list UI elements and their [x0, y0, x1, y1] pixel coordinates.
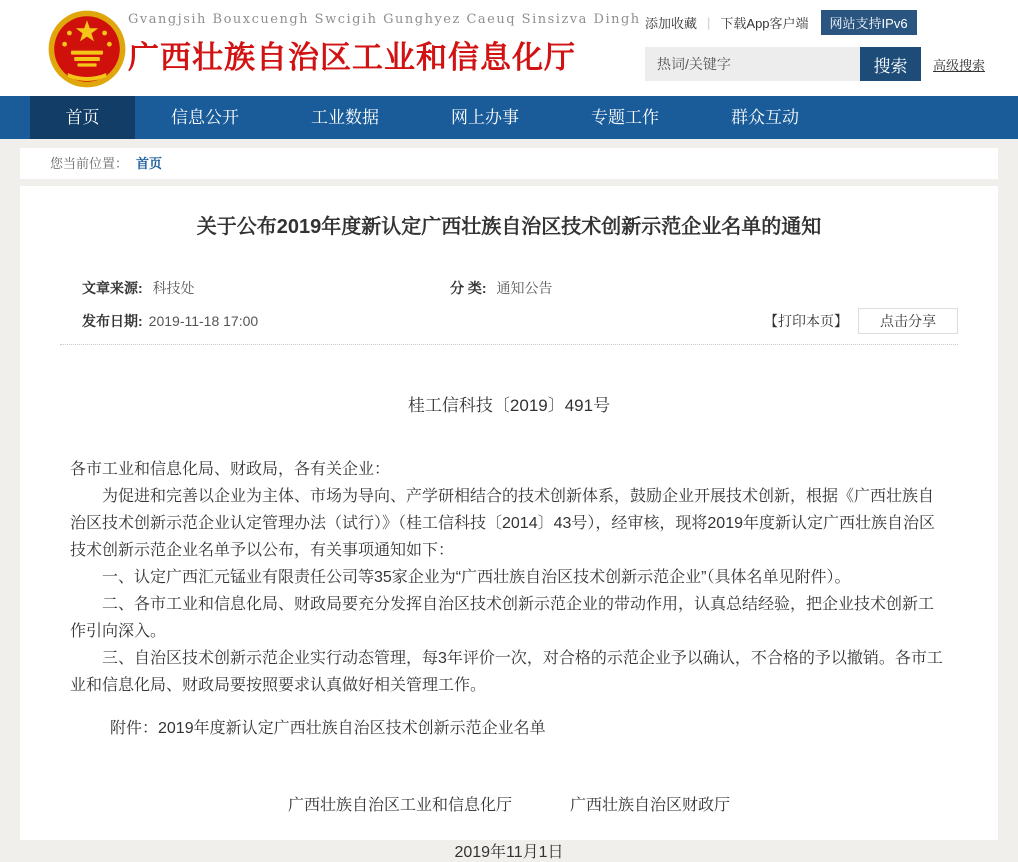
category-value: 通知公告 [496, 280, 553, 296]
download-app-link[interactable]: 下载App客户端 [720, 16, 809, 31]
category-label: 分 类: [450, 280, 487, 296]
article-meta [42, 278, 976, 345]
signature-finance-dept: 广西壮族自治区财政厅 [570, 797, 731, 814]
paragraph-item-2: 二、各市工业和信息化局、财政局要充分发挥自治区技术创新示范企业的带动作用，认真总结经验，把企业技术创新工作引向深入。 [70, 596, 935, 640]
site-title-block [128, 12, 641, 77]
source-label: 文章来源: [82, 280, 143, 296]
print-page-link[interactable]: 【打印本页】 [764, 313, 848, 329]
main-navigation [0, 96, 1018, 139]
article-content-card [20, 186, 998, 861]
share-button[interactable]: 点击分享 [858, 308, 958, 334]
paragraph-item-3: 三、自治区技术创新示范企业实行动态管理，每3年评价一次，对合格的示范企业予以确认，不合格的予以撤销。各市工业和信息化局、财政局要按照要求认真做好相关管理工作。 [70, 650, 943, 694]
site-title: 广西壮族自治区工业和信息化厅 [128, 40, 576, 75]
signature-industry-dept: 广西壮族自治区工业和信息化厅 [287, 797, 512, 814]
nav-item-special-topics[interactable]: 专题工作 [591, 108, 659, 127]
source-value: 科技处 [152, 280, 195, 296]
zhuang-language-title: Gvangjsih Bouxcuengh Swcigih Gunghyez Caeuq Sinsizva Dingh [128, 12, 641, 27]
article-title: 关于公布2019年度新认定广西壮族自治区技术创新示范企业名单的通知 [196, 216, 822, 238]
site-header [0, 0, 1018, 96]
search-button[interactable]: 搜索 [860, 47, 921, 81]
national-emblem-icon [47, 8, 127, 90]
search-bar [645, 47, 990, 81]
paragraph-intro: 为促进和完善以企业为主体、市场为导向、产学研相结合的技术创新体系，鼓励企业开展技术创新，根据《广西壮族自治区技术创新示范企业认定管理办法（试行）》（桂工信科技〔2014〕43号），经审核，现将2019年度新认定广西壮族自治区技术创新示范企业名单予以公布，有关事项通知如下： [70, 488, 935, 559]
paragraph-item-1: 一、认定广西汇元锰业有限责任公司等35家企业为“广西壮族自治区技术创新示范企业”（具体名单见附件）。 [102, 569, 851, 586]
signature-date: 2019年11月1日 [454, 844, 564, 861]
attachment-line: 附件：2019年度新认定广西壮族自治区技术创新示范企业名单 [110, 720, 546, 737]
nav-item-online-services[interactable]: 网上办事 [451, 108, 519, 127]
breadcrumb [20, 148, 998, 179]
link-separator: | [707, 15, 711, 30]
search-input[interactable] [645, 47, 860, 81]
breadcrumb-home-link[interactable]: 首页 [136, 156, 163, 171]
nav-item-home[interactable]: 首页 [30, 96, 135, 139]
header-top-links [645, 10, 990, 35]
meta-divider [60, 344, 958, 345]
breadcrumb-label: 您当前位置： [50, 156, 129, 171]
advanced-search-link[interactable]: 高级搜索 [933, 57, 986, 73]
paragraph-salutation: 各市工业和信息化局、财政局，各有关企业： [70, 461, 391, 478]
nav-item-industry-data[interactable]: 工业数据 [311, 108, 379, 127]
ipv6-support-badge[interactable]: 网站支持IPv6 [821, 10, 917, 35]
national-emblem-logo [47, 8, 127, 90]
article-body [42, 456, 976, 699]
publish-date-label: 发布日期: [82, 313, 143, 329]
signatures [42, 792, 976, 815]
publish-date-value: 2019-11-18 17:00 [148, 313, 259, 329]
nav-item-public-interaction[interactable]: 群众互动 [731, 108, 799, 127]
add-favorite-link[interactable]: 添加收藏 [645, 16, 698, 31]
nav-item-info-disclosure[interactable]: 信息公开 [171, 108, 239, 127]
document-number: 桂工信科技〔2019〕491号 [407, 396, 611, 415]
